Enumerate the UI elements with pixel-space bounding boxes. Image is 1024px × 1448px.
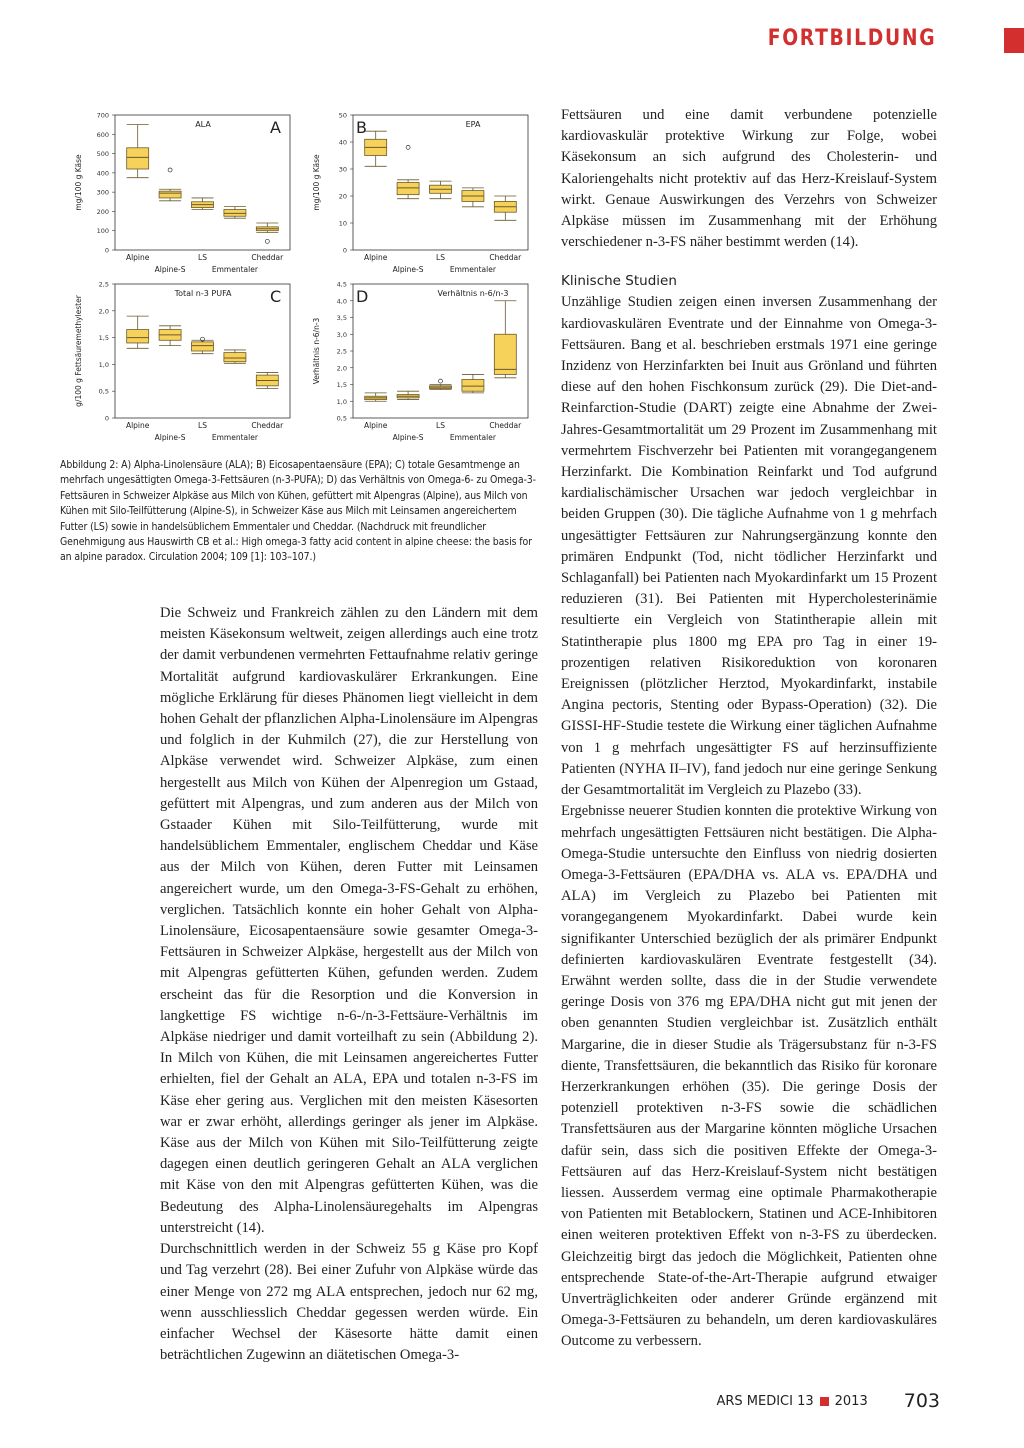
y-tick-label: 2,0 [98,307,109,316]
y-tick-label: 0 [104,246,109,255]
panel-title: Verhältnis n-6/n-3 [437,289,509,298]
y-axis-label: Verhältnis n-6/n-3 [312,317,321,385]
x-tick-label: Alpine-S [392,265,424,274]
y-tick-label: 0 [104,414,109,423]
y-tick-label: 1,0 [98,360,109,369]
box [224,353,246,362]
journal-year: 2013 [834,1393,868,1409]
y-tick-label: 600 [96,130,109,139]
x-tick-label: Emmentaler [211,433,258,442]
page-number: 703 [903,1390,940,1412]
figure [60,100,550,450]
panel-letter: C [270,287,282,306]
paragraph: Fettsäuren und eine damit verbundene potenzielle kardiovaskulär protektive Wirkung zur Folge, wobei Käsekonsum an sich aufgrund des Cholesterin- und Kaloriengehalts nicht protektiv auf das Herz-Kreislauf-System wirkt. Genaue Auswirkungen des Verzehrs von Schweizer Alpkäse müssen im Zusammenhang mit der Erhöhung verschiedener n-3-FS näher bestimmt werden (14). [561,107,937,251]
page-footer [716,1390,940,1412]
y-tick-label: 0,5 [336,414,347,423]
y-tick-label: 4,0 [336,297,347,306]
x-tick-label: Alpine [125,253,150,262]
y-tick-label: 3,0 [336,330,347,339]
outlier-point [406,145,410,149]
y-tick-label: 1,0 [336,397,347,406]
panel-title: EPA [465,120,481,129]
y-tick-label: 1,5 [98,334,109,343]
y-tick-label: 3,5 [336,314,347,322]
x-tick-label: Emmentaler [211,265,258,274]
section-marker [1004,28,1024,53]
section-heading: Klinische Studien [561,273,677,290]
footer-marker [820,1397,829,1406]
figure-caption: Abbildung 2: A) Alpha-Linolensäure (ALA); B) Eicosapentaensäure (EPA); C) totale Gesamtmenge an mehrfach ungesättigten Omega-3-Fettsäuren (n-3-PUFA); D) das Verhältnis von Omega-6- zu Omega-3-Fettsäuren in Schweizer Alpkäse aus Milch von Kühen, gefüttert mit Alpengras (Alpine), aus Milch von Kühen mit Silo-Teilfütterung (Alpine-S), in Schweizer Käse aus Milch mit Leinsamen angereichertem Futter (LS) sowie in handelsüblichem Emmentaler und Cheddar. (Nachdruck mit freundlicher Genehmigung aus Hauswirth CB et al.: High omega-3 fatty acid content in alpine cheese: the basis for an alpine paradox. Circulation 2004; 109 [1]: 103–107.) [60,460,536,564]
outlier-point [265,239,269,243]
y-tick-label: 10 [338,219,347,228]
y-tick-label: 50 [338,111,347,120]
x-tick-label: Alpine [363,253,388,262]
paragraph: Durchschnittlich werden in der Schweiz 55 g Käse pro Kopf und Tag verzehrt (28). Bei einer Zufuhr von Alpkäse würde das einer Menge von 272 mg ALA entsprechen, jedoch nur 62 mg, wenn ausschliesslich Cheddar gegessen werden würde. Ein einfacher Wechsel der Käsesorte hätte damit einen beträchtlichen Zugewinn an diätetischen Omega-3- [160,1241,538,1364]
y-tick-label: 40 [338,138,347,147]
journal-name: ARS MEDICI 13 [716,1393,814,1409]
figure-charts [60,100,550,450]
box [159,191,181,198]
y-tick-label: 2,5 [98,280,109,289]
x-tick-label: LS [198,253,207,262]
panel-letter: D [356,287,369,306]
box [192,342,214,351]
y-axis-label: mg/100 g Käse [312,154,321,211]
panel-title: Total n-3 PUFA [174,289,232,298]
paragraph: Die Schweiz und Frankreich zählen zu den Ländern mit dem meisten Käsekonsum weltweit, zeigen allerdings auch eine trotz der damit verbundenen vermehrten Fettaufnahme relativ geringe Mortalität aufgrund kardiovaskulärer Erkrankungen. Eine mögliche Erklärung für dieses Phänomen liegt vielleicht in dem hohen Gehalt der pflanzlichen Alpha-Linolensäure im Alpengras und folglich in der Kuhmilch (27), die zur Herstellung von Alpkäse verwendet wird. Schweizer Alpkäse, zum einen hergestellt aus Milch von Kühen der Alpenregion um Gstaad, gefüttert mit Alpengras, und zum anderen aus der Milch von Gstaader Kühen mit Silo-Teilfütterung, wurde mit handelsüblichem Emmentaler, englischem Cheddar und Käse aus der Milch von Kühen, deren Futter mit Leinsamen angereichert wurde, um den Omega-3-FS-Gehalt zu erhöhen, verglichen. Tatsächlich konnte ein hoher Gehalt von Alpha-Linolensäure, Eicosapentaensäure sowie gesamter Omega-3-Fettsäuren in Schweizer Alpkäse, hergestellt aus der Milch von mit Alpengras gefütterten Kühen, gefunden werden. Zudem erscheint das für die Resorption und die Konversion in langkettige FS wichtige n-6-/n-3-Fettsäure-Verhältnis im Alpkäse niedriger und damit vorteilhaft zu sein (Abbildung 2). In Milch von Kühen, die mit Leinsamen angereichertes Futter erhielten, fiel der Gehalt an ALA, EPA und totalen n-3-FS im Käse eher gering aus. Verglichen mit den meisten Käsesorten war er zwar erhöht, allerdings geringer als jener im Alpkäse. Käse aus der Milch von Kühen mit Silo-Teilfütterung zeigte dagegen einen deutlich geringeren Gehalt an ALA verglichen mit Käse von den mit Alpengras gefütterten Kühen, was die Bedeutung des Alpha-Linolensäuregehalts im Alpengras unterstreicht (14). [160,605,538,1236]
x-tick-label: Emmentaler [449,265,496,274]
y-tick-label: 2,0 [336,364,347,373]
y-tick-label: 700 [96,111,109,120]
outlier-point [439,379,443,383]
y-tick-label: 2,5 [336,347,347,356]
y-axis-label: mg/100 g Käse [74,154,83,211]
x-tick-label: Alpine-S [154,433,186,442]
y-tick-label: 4,5 [336,280,347,289]
body-left-column [160,603,538,1366]
panel-letter: A [270,118,281,137]
body-right-column [561,105,937,1353]
y-tick-label: 30 [338,165,347,174]
y-tick-label: 0,5 [98,387,109,396]
x-tick-label: LS [436,253,445,262]
panel-title: ALA [195,120,211,129]
x-tick-label: Cheddar [251,421,284,430]
paragraph: Unzählige Studien zeigen einen inversen Zusammenhang der kardiovaskulären Eventrate und der Einnahme von Omega-3-Fettsäuren. Bang et al. beschrieben erstmals 1971 eine geringe Inzidenz von Herzinfarkten bei Inuit aus Grönland und führten diese auf den hohen Fischkonsum zurück (29). Die Diet-and-Reinfarction-Studie (DART) zeigte eine Abnahme der Zwei-Jahres-Gesamtmortalität um 29 Prozent im Zusammenhang mit vermehrtem Fischverzehr bei Patienten mit vorangegangenem Herzinfarkt. Die Kombination Reinfarkt und Tod aufgrund kardialischämischer Ursachen war jedoch vergleichbar in beiden Gruppen (30). Die tägliche Aufnahme von 1 g mehrfach ungesättigter Fettsäuren zur Nahrungsergänzung konnte den primären Endpunkt (Tod, nicht tödlicher Herzinfarkt und Schlaganfall) bei Patienten nach Myokardinfarkt um 15 Prozent reduzieren (31). Bei Patienten mit Hypercholesterinämie resultierte ein Vergleich von Statintherapie allein mit Statintherapie plus 1800 mg EPA pro Tag in einer 19-prozentigen relativen Risikoreduktion von koronaren Ereignissen (plötzlicher Herztod, Myokardinfarkt, instabile Angina pectoris, Stenting oder Bypass-Operation) (32). Die GISSI-HF-Studie testete die Wirkung einer täglichen Aufnahme von 1 g mehrfach ungesättigter FS auf herzinsuffiziente Patienten (NYHA II–IV), fand jedoch nur eine geringe Senkung der Gesamtmortalität im Vergleich zu Plazebo (33). [561,294,937,799]
y-tick-label: 200 [96,207,109,216]
x-tick-label: LS [436,421,445,430]
y-tick-label: 400 [96,169,109,178]
section-label: FORTBILDUNG [767,26,936,51]
box [397,183,419,195]
outlier-point [168,168,172,172]
y-tick-label: 500 [96,150,109,159]
x-tick-label: Alpine [125,421,150,430]
y-tick-label: 100 [96,227,109,236]
x-tick-label: Emmentaler [449,433,496,442]
box [462,379,484,391]
box [494,334,516,374]
y-tick-label: 0 [342,246,347,255]
paragraph: Ergebnisse neuerer Studien konnten die protektive Wirkung von mehrfach ungesättigten Fettsäuren nicht bestätigen. Die Alpha-Omega-Studie untersuchte den Einfluss von niedrig dosierten Omega-3-Fettsäuren (EPA/DHA vs. ALA vs. EPA/DHA und ALA) im Vergleich zu Plazebo bei Patienten mit vorangegangenem Myokardinfarkt. Dabei wurde kein signifikanter Unterschied bezüglich der als primärer Endpunkt definierten kardiovaskulären Eventrate festgestellt (34). Erwähnt werden sollte, dass die in der Studie verwendete geringe Dosis von 376 mg EPA/DHA nicht gut mit jenen der oben genannten Studien vergleichbar ist. Zusätzlich enthält Margarine, die in dieser Studie als Trägersubstanz für n-3-FS diente, Transfettsäuren, die bekanntlich das Risiko für koronare Herzerkrankungen erhöhen (35). Die geringe Dosis der potenziell protektiven n-3-FS sowie die schädlichen Transfettsäuren aus der Margarine könnten mögliche Ursachen dafür sein, dass sich die positiven Effekte der Omega-3-Fettsäuren auf das Herz-Kreislauf-System nicht bestätigen liessen. Ausserdem vermag eine optimale Pharmakotherapie von Patienten mit Betablockern, Statinen und ACE-Inhibitoren einen weiteren protektiven Effekt von n-3-FS zu überdecken. Gleichzeitig birgt das jedoch die Möglichkeit, Patienten ohne entsprechende State-of-the-Art-Therapie aufgrund etwaiger Unverträglichkeiten oder anderer Gründe ergänzend mit Omega-3-Fettsäuren zu behandeln, um deren kardiovaskuläres Outcome zu verbessern. [561,803,937,1350]
y-axis-label: g/100 g Fettsäuremethylester [74,295,83,407]
x-tick-label: Alpine-S [392,433,424,442]
x-tick-label: Cheddar [251,253,284,262]
y-tick-label: 300 [96,188,109,197]
x-tick-label: Cheddar [489,421,522,430]
x-tick-label: LS [198,421,207,430]
x-tick-label: Alpine [363,421,388,430]
y-tick-label: 1,5 [336,381,347,389]
y-tick-label: 20 [338,192,347,201]
box [127,330,149,343]
x-tick-label: Cheddar [489,253,522,262]
x-tick-label: Alpine-S [154,265,186,274]
box [127,148,149,169]
panel-letter: B [356,118,367,137]
